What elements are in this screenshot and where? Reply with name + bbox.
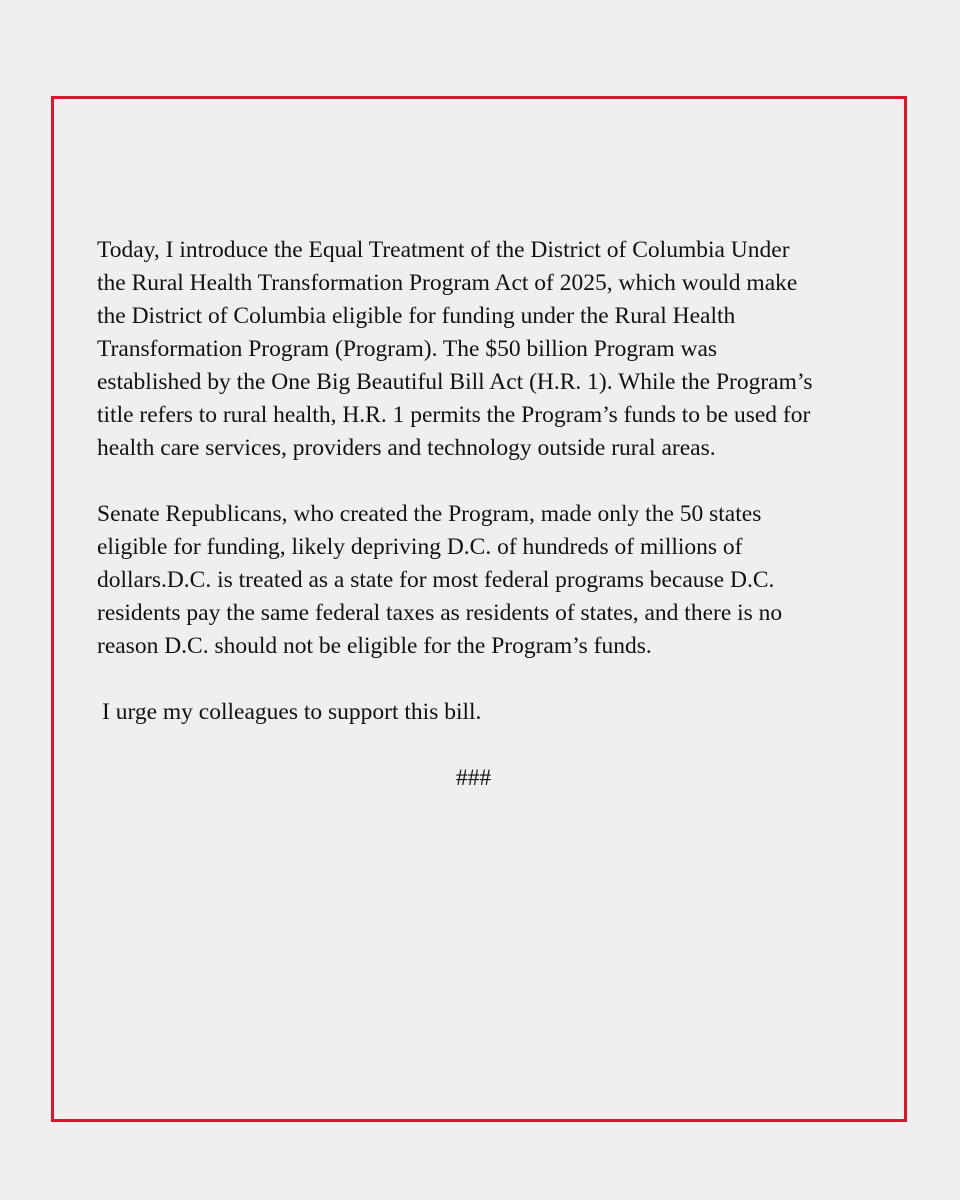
paragraph-introduction xyxy=(97,234,867,465)
paragraph-line: dollars.D.C. is treated as a state for most federal programs because D.C. xyxy=(97,567,775,593)
paragraph-line: Today, I introduce the Equal Treatment of the District of Columbia Under xyxy=(97,237,790,263)
end-marker: ### xyxy=(455,765,492,791)
paragraph-line: the District of Columbia eligible for funding under the Rural Health xyxy=(97,303,736,329)
paragraph-line: eligible for funding, likely depriving D.C. of hundreds of millions of xyxy=(97,534,743,560)
paragraph-line: established by the One Big Beautiful Bill Act (H.R. 1). While the Program’s xyxy=(97,369,813,395)
paragraph-line: Transformation Program (Program). The $50 billion Program was xyxy=(97,336,718,362)
paragraph-line: title refers to rural health, H.R. 1 permits the Program’s funds to be used for xyxy=(97,402,811,428)
paragraph-senate-republicans xyxy=(97,498,867,663)
paragraph-line: reason D.C. should not be eligible for the Program’s funds. xyxy=(97,633,652,659)
paragraph-line: residents pay the same federal taxes as residents of states, and there is no xyxy=(97,600,783,626)
paragraph-line: health care services, providers and technology outside rural areas. xyxy=(97,435,716,461)
paragraph-line: Senate Republicans, who created the Program, made only the 50 states xyxy=(97,501,762,527)
paragraph-line: the Rural Health Transformation Program Act of 2025, which would make xyxy=(97,270,798,296)
paragraph-urge-support xyxy=(97,696,867,729)
paragraph-line: I urge my colleagues to support this bill. xyxy=(102,699,482,725)
press-statement xyxy=(97,234,867,795)
